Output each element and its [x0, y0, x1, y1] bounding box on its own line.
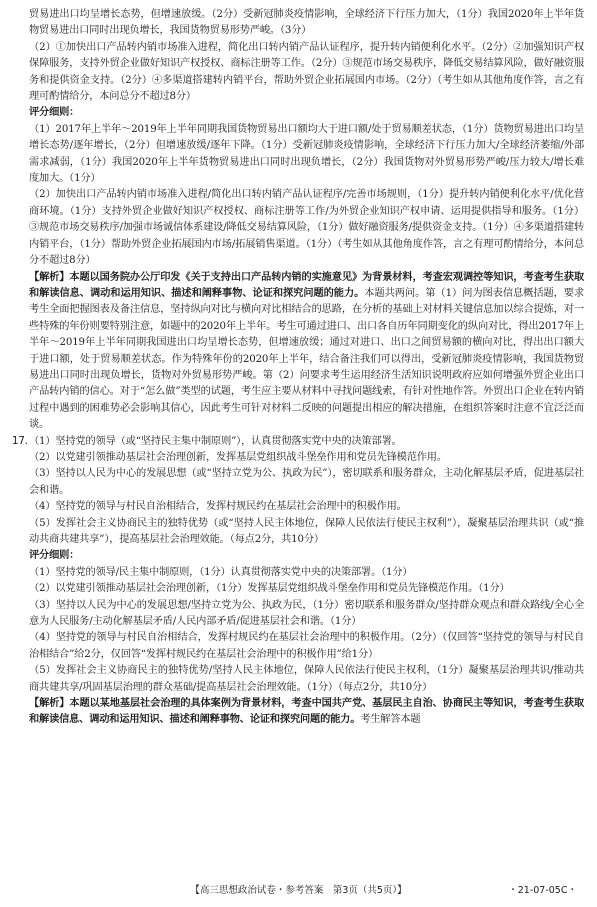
answer-paragraph: （3）坚持以人民为中心的发展思想（或“坚持立党为公、执政为民”），密切联系和服务群众，主动化解基层矛盾，促进基层社会和谐。	[29, 468, 584, 496]
answer-paragraph: （5）发挥社会主义协商民主的独特优势/坚持人民主体地位，保障人民依法行使民主权利，（1分）凝聚基层治理共识/推动共商共建共享/巩固基层治理的群众基础/提高基层社会治理效能。（1分）（每点2分，共10分）	[29, 665, 584, 693]
answer-paragraph: （5）发挥社会主义协商民主的独特优势（或“坚持人民主体地位，保障人民依法行使民主权利”），凝聚基层治理共识（或“推动共商共建共享”），提高基层社会治理效能。（每点2分，共10分）	[29, 517, 584, 545]
page-footer	[0, 884, 597, 898]
question-number: 17.	[12, 435, 28, 447]
answer-paragraph: （2）①加快出口产品转内销市场准入进程，简化出口转内销产品认证程序，提升转内销便利化水平。（2分）②加强知识产权保障服务，支持外贸企业做好知识产权授权、商标注册等工作。（2分）③规范市场交易秩序，降低交易结算风险，做好融资服务和提供资金支持。（2分）④多渠道搭建转内销平台，帮助外贸企业拓展国内市场。（2分）（考生如从其他角度作答，言之有理可酌情给分，本问总分不超过8分）	[29, 41, 584, 103]
footer-code: ・21-07-05C・	[508, 885, 577, 896]
answer-paragraph: （2）加快出口产品转内销市场准入进程/简化出口转内销产品认证程序/完善市场规则，（1分）提升转内销便利化水平/优化营商环境。（1分）支持外贸企业做好知识产权授权、商标注册等工作/为外贸企业知识产权申请、运用提供指导和服务。（1分）③规范市场交易秩序/加强市场诚信体系建设/降低交易结算风险，（1分）做好融资服务/提供资金支持。（1分）④多渠道搭建转内销平台，（1分）帮助外贸企业拓展国内市场/拓展销售渠道。（1分）（考生如从其他角度作答，言之有理可酌情给分，本问总分不超过8分）	[29, 189, 584, 267]
answer-paragraph: （1）2017年上半年～2019年上半年同期我国货物贸易出口额均大于进口额/处于贸易顺差状态，（1分）货物贸易进出口均呈增长态势/逐年增长，（2分）但增速放缓/逐年下降。（1分）受新冠肺炎疫情影响，全球经济下行压力加大/全球经济萎缩/外部需求减弱，（1分）我国2020年上半年货物贸易进出口同时出现负增长，（2分）我国货物对外贸易形势严峻/压力较大/增长难度加大。（1分）	[29, 123, 584, 185]
answer-paragraph: （2）以党建引领推动基层社会治理创新，（1分）发挥基层党组织战斗堡垒作用和党员先锋模范作用。（1分）	[29, 583, 510, 595]
section-heading: 评分细则：	[29, 107, 80, 119]
answer-paragraph: （1）坚持党的领导/民主集中制原则，（1分）认真贯彻落实党中央的决策部署。（1分）	[29, 566, 413, 578]
answer-paragraph: （2）以党建引领推动基层社会治理创新，发挥基层党组织战斗堡垒作用和党员先锋模范作用。	[29, 451, 447, 463]
analysis-paragraph	[29, 696, 584, 729]
answer-paragraph: 贸易进出口均呈增长态势，但增速放缓。（2分）受新冠肺炎疫情影响，全球经济下行压力加大，（1分）我国2020年上半年货物贸易进出口同时出现负增长，我国货物贸易形势严峻。（3分）	[29, 9, 584, 37]
question-text: （1）坚持党的领导（或“坚持民主集中制原则”），认真贯彻落实党中央的决策部署。	[29, 435, 402, 447]
page-body	[0, 7, 597, 729]
analysis-text: 本题共两问。第（1）问为图表信息概括题，要求考生全面把握图表及备注信息，坚持纵向对比与横向对比相结合的思路，在分析的基础上对材料关键信息加以综合提炼，对一些特殊的年份则要特别注意，如题中的2020年上半年。考生可通过进口、出口各自历年同期变化的纵向对比，得出2017年上半年～2019年上半年同期我国进出口均呈增长态势，但增速放缓；通过对进口、出口之间贸易额的横向对比，得出出口额大于进口额，处于贸易顺差状态。作为特殊年份的2020年上半年，结合备注我们可以得出，受新冠肺炎疫情影响，我国货物贸易进出口同时出现负增长，货物对外贸易形势严峻。第（2）问要求考生运用经济生活知识说明政府应如何增强外贸企业出口产品转内销的信心。对于“怎么做”类型的试题，考生应主要从材料中寻找问题线索，有针对性地作答。外贸出口企业在转内销过程中遇到的困难势必会影响其信心，因此考生可针对材料二反映的问题提出相应的解决措施，在组织答案时注意不宜泛泛而谈。	[29, 287, 584, 431]
analysis-paragraph	[29, 270, 584, 434]
analysis-lead: 【解析】本题以某地基层社会治理的具体案例为背景材料，考查中国共产党、基层民主自治、协商民主等知识，考查考生获取和解读信息、调动和运用知识、描述和阐释事物、论证和探究问题的能力。	[29, 698, 584, 726]
section-heading: 评分细则：	[29, 550, 80, 562]
footer-title: 【高三思想政治试卷・参考答案 第3页（共5页）】	[190, 885, 407, 896]
question-paragraph	[12, 434, 584, 450]
answer-paragraph: （4）坚持党的领导与村民自治相结合，发挥村规民约在基层社会治理中的积极作用。（2分）（仅回答“坚持党的领导与村民自治相结合”给2分，仅回答“发挥村规民约在基层社会治理中的积极作用”给1分）	[29, 632, 584, 660]
analysis-lead: 【解析】本题以国务院办公厅印发《关于支持出口产品转内销的实施意见》为背景材料，考查宏观调控等知识，考查考生获取和解读信息、调动和运用知识、描述和阐释事物、论证和探究问题的能力。	[29, 271, 584, 299]
analysis-text: 考生解答本题	[360, 714, 421, 726]
answer-paragraph: （4）坚持党的领导与村民自治相结合，发挥村规民约在基层社会治理中的积极作用。	[29, 501, 407, 513]
answer-paragraph: （3）坚持以人民为中心的发展思想/坚持立党为公、执政为民，（1分）密切联系和服务群众/坚持群众观点和群众路线/全心全意为人民服务/主动化解基层矛盾/人民内部矛盾/促进基层社会和谐。（1分）	[29, 599, 584, 628]
